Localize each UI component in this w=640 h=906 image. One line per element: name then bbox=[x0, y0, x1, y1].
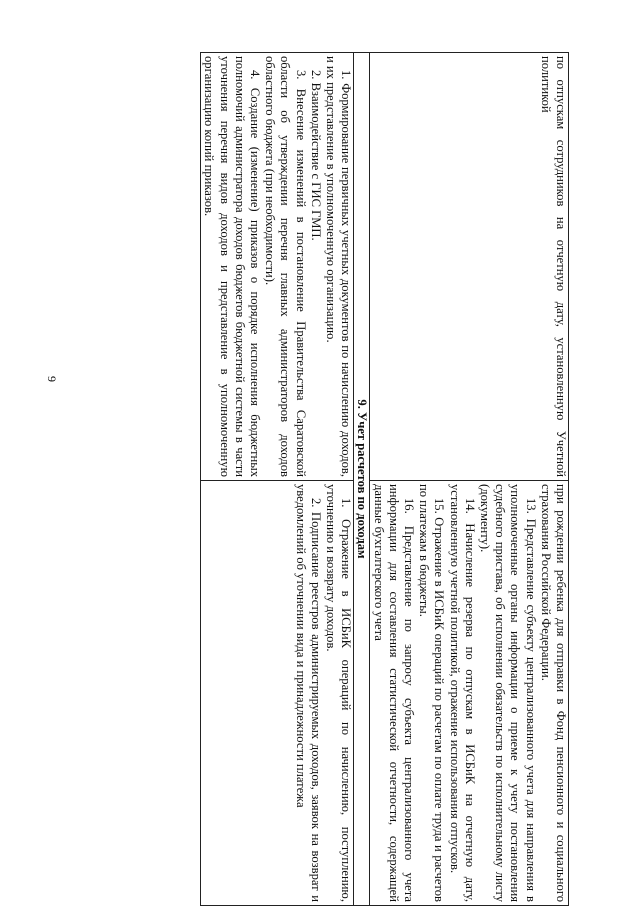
cell-paragraph: 3. Внесение изменений в постановление Правительства Саратовской области об утверждении перечня главных администраторов доходов областного бюджета (при необходимости). bbox=[263, 56, 308, 477]
table-row bbox=[201, 53, 354, 906]
cell-paragraph: 15. Отражение в ИСБиК операций по расчетам по оплате труда и расчетов по платежам в бюджеты. bbox=[417, 484, 447, 902]
cell-paragraph: 16. Представление по запросу субъекта централизованного учета информации для составления статистической отчетности, содержащей данные бухгалтерского учета bbox=[371, 484, 416, 902]
left-cell bbox=[201, 53, 354, 481]
cell-paragraph: 1. Отражение в ИСБиК операций по начислению, поступлению, уточнению и возврату доходов. bbox=[323, 484, 354, 902]
cell-paragraph: 13. Представление субъекту централизованного учета для направления в уполномоченные органы информации о приеме к учету постановления судебного пристава, об исполнении обязательств по исполнительному листу (документу). bbox=[477, 484, 538, 902]
cell-paragraph: при рождении ребенка для отправки в Фонд пенсионного и социального страхования Российской Федерации. bbox=[538, 484, 568, 902]
page-number: 9 bbox=[45, 376, 59, 382]
left-cell bbox=[370, 53, 569, 481]
cell-paragraph: 4. Создание (изменение) приказов о порядке исполнения бюджетных полномочий администратора доходов бюджетов бюджетной системы в части уточнения перечня видов доходов и представление в уполномоченную организацию копий приказов. bbox=[202, 56, 262, 477]
right-cell bbox=[201, 481, 354, 906]
accounting-functions-table bbox=[200, 52, 569, 906]
rotated-page-content bbox=[75, 52, 569, 902]
right-cell bbox=[370, 481, 569, 906]
cell-paragraph: 1. Формирование первичных учетных документов по начислению доходов, и их представление в уполномоченную организацию. bbox=[323, 56, 354, 477]
section-title: 9. Учет расчетов по доходам bbox=[354, 53, 370, 906]
cell-paragraph: по отпускам сотрудников на отчетную дату, установленную Учетной политикой bbox=[538, 56, 568, 477]
section-heading-row bbox=[354, 53, 370, 906]
table-row bbox=[370, 53, 569, 906]
cell-paragraph: 2. Подписание реестров администрируемых доходов, заявок на возврат и уведомлений об уточнении вида и принадлежности платежа bbox=[293, 484, 323, 902]
cell-paragraph: 14. Начисление резерва по отпускам в ИСБиК на отчетную дату, установленную учетной политикой, отражение использования отпусков. bbox=[447, 484, 477, 902]
cell-paragraph: 2. Взаимодействие с ГИС ГМП. bbox=[308, 70, 323, 241]
